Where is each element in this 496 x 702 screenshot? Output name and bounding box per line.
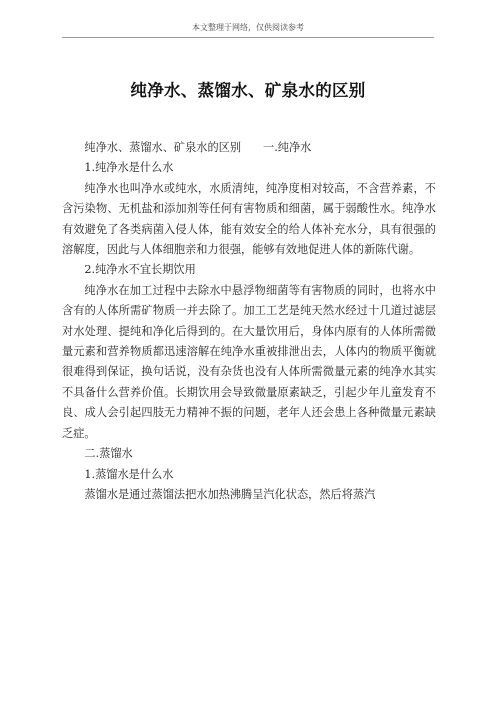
- document-title: 纯净水、蒸馏水、矿泉水的区别: [130, 81, 366, 100]
- subheading: 1.蒸馏水是什么水: [84, 467, 174, 481]
- section-heading-1: 一.纯净水: [263, 141, 312, 154]
- header-divider: [62, 37, 434, 38]
- header-note: 本文整理于网络，仅供阅读参考: [192, 23, 304, 32]
- paragraph: 蒸馏水是通过蒸馏法把水加热沸腾呈汽化状态，然后将蒸汽: [84, 487, 376, 501]
- subheading: 2.纯净水不宜长期饮用: [84, 263, 196, 277]
- section-heading-2: 二.蒸馏水: [84, 447, 133, 461]
- intro-text: 纯净水、蒸馏水、矿泉水的区别: [84, 141, 242, 154]
- paragraph: 纯净水也叫净水或纯水，水质清纯，纯净度相对较高，不含营养素，不含污染物、无机盐和添加剂等任何有害物质和细菌，属于弱酸性水。纯净水有效避免了各类病菌入侵人体，能有效安全的给人体补充水分，具有很强的溶解度，因此与人体细胞亲和力很强，能够有效地促进人体的新陈代谢。: [62, 181, 436, 257]
- document-body: [62, 138, 436, 505]
- subheading: 1.纯净水是什么水: [84, 161, 174, 175]
- intro-line: [62, 138, 436, 158]
- paragraph: 纯净水在加工过程中去除水中悬浮物细菌等有害物质的同时，也将水中含有的人体所需矿物质一并去除了。加工工艺是纯天然水经过十几道过滤层对水处理、提纯和净化后得到的。在大量饮用后，身体内原有的人体所需微量元素和营养物质都迅速溶解在纯净水重被排泄出去，人体内的物质平衡就很难得到保证，换句话说，没有杂货也没有人体所需微量元素的纯净水其实不具备什么营养价值。长期饮用会导致微量原素缺乏，引起少年儿童发育不良、成人会引起四肢无力精神不振的问题，老年人还会患上各种微量元素缺乏症。: [62, 283, 436, 440]
